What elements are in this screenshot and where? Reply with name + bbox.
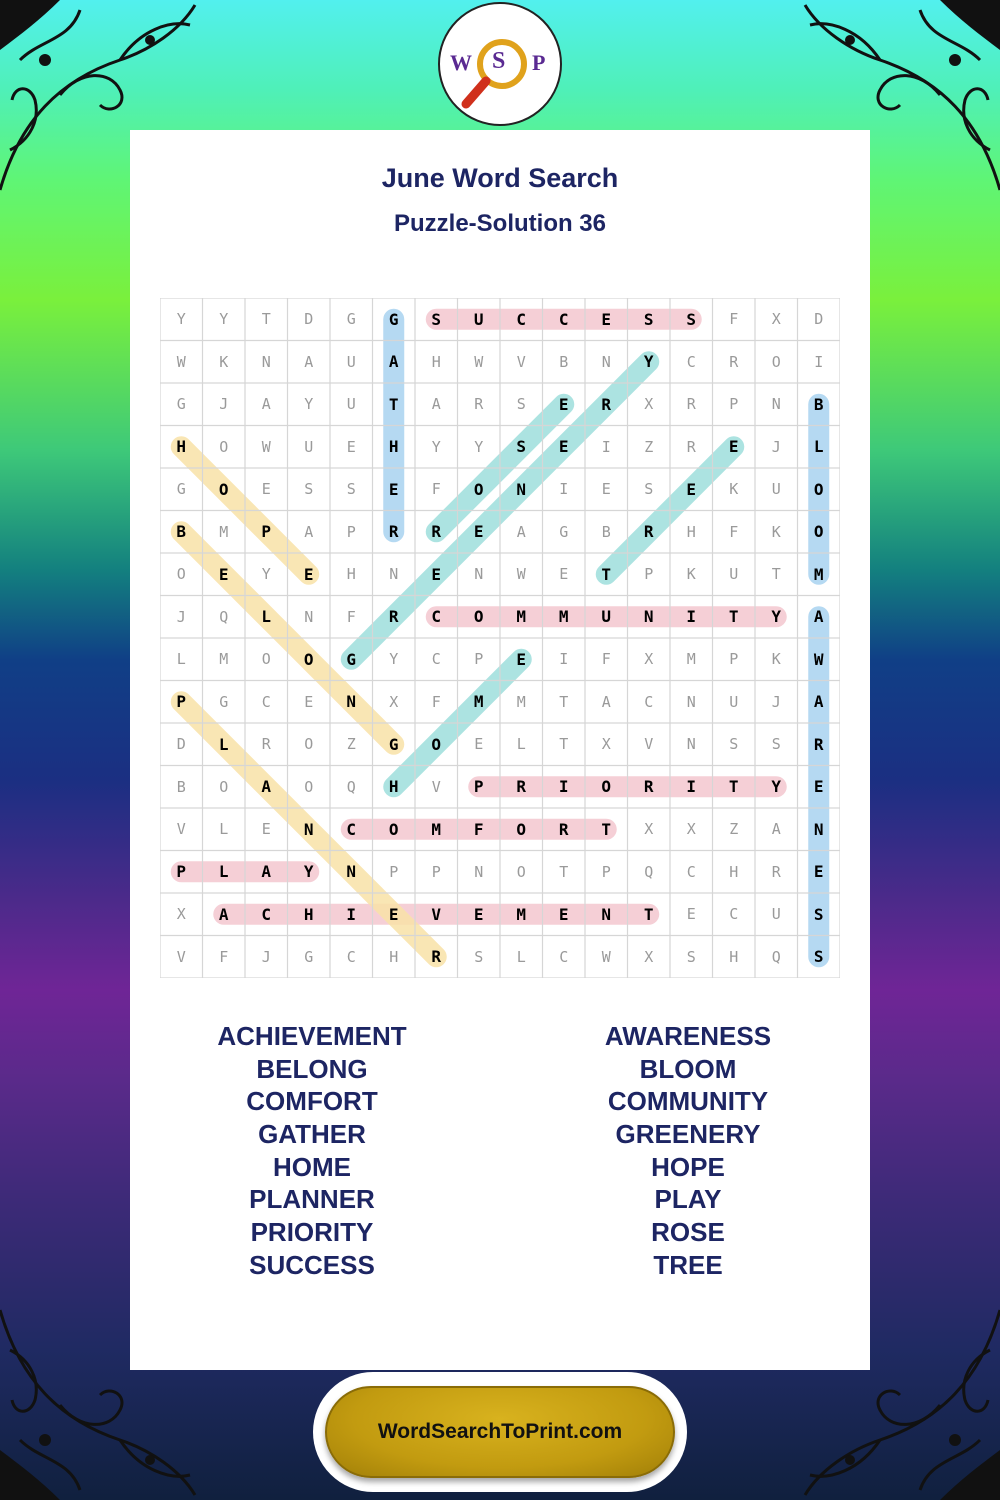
grid-cell[interactable]: E	[686, 905, 696, 924]
grid-cell[interactable]: M	[558, 607, 569, 627]
grid-cell[interactable]: Y	[219, 310, 229, 329]
grid-cell[interactable]: N	[686, 735, 696, 754]
grid-cell[interactable]: P	[389, 862, 399, 881]
grid-cell[interactable]: R	[643, 522, 654, 542]
grid-cell[interactable]: R	[813, 734, 824, 754]
grid-cell[interactable]: O	[218, 479, 229, 499]
grid-cell[interactable]: S	[474, 947, 484, 966]
grid-cell[interactable]: X	[644, 947, 654, 966]
word-list-item: AWARENESS	[604, 1021, 772, 1051]
grid-cell[interactable]: H	[303, 904, 314, 924]
grid-cell[interactable]: N	[346, 862, 357, 882]
grid-cell[interactable]: Y	[303, 862, 314, 882]
grid-cell[interactable]: S	[729, 735, 739, 754]
grid-cell[interactable]: U	[771, 905, 781, 924]
grid-cell[interactable]: G	[559, 522, 569, 541]
wsp-logo[interactable]	[438, 2, 562, 126]
grid-cell[interactable]: E	[559, 565, 569, 584]
grid-cell[interactable]: P	[176, 692, 187, 712]
grid-cell[interactable]: K	[686, 565, 696, 584]
grid-cell[interactable]: T	[728, 607, 739, 627]
grid-cell[interactable]: X	[771, 310, 781, 329]
grid-cell[interactable]: R	[261, 735, 271, 754]
grid-cell[interactable]: E	[303, 564, 314, 584]
grid-cell[interactable]: E	[813, 777, 824, 797]
grid-cell[interactable]: R	[771, 862, 781, 881]
grid-cell[interactable]: E	[558, 437, 569, 457]
word-list-item: COMFORT	[246, 1086, 378, 1117]
word-list-item: PRIORITY	[250, 1217, 374, 1248]
grid-cell[interactable]: K	[771, 522, 781, 541]
grid-cell[interactable]: P	[176, 862, 187, 882]
grid-cell[interactable]: Y	[643, 352, 654, 372]
grid-cell[interactable]: O	[303, 649, 314, 669]
grid-cell[interactable]: T	[559, 692, 569, 711]
grid-cell[interactable]: R	[643, 777, 654, 797]
grid-cell[interactable]: F	[219, 947, 229, 966]
grid-cell[interactable]: G	[388, 734, 399, 754]
grid-cell[interactable]: N	[601, 904, 612, 924]
grid-cell[interactable]: V	[516, 352, 526, 371]
grid-cell[interactable]: R	[474, 395, 484, 414]
grid-cell[interactable]: N	[474, 862, 484, 881]
grid-cell[interactable]: T	[559, 735, 569, 754]
grid-cell[interactable]: T	[728, 777, 739, 797]
grid-cell[interactable]: D	[304, 310, 314, 329]
grid-cell[interactable]: I	[686, 777, 697, 797]
grid-cell[interactable]: A	[813, 607, 824, 627]
grid-cell[interactable]: G	[176, 395, 186, 414]
grid-cell[interactable]: A	[516, 522, 526, 541]
grid-cell[interactable]: M	[431, 819, 442, 839]
grid-cell[interactable]: Z	[729, 820, 739, 839]
grid-cell[interactable]: N	[516, 479, 527, 499]
grid-cell[interactable]: Z	[346, 735, 356, 754]
grid-cell[interactable]: H	[729, 862, 739, 881]
word-list-item: PLANNER	[249, 1184, 375, 1215]
grid-cell[interactable]: F	[346, 607, 356, 626]
grid-cell[interactable]: E	[304, 692, 314, 711]
grid-cell[interactable]: N	[304, 607, 314, 626]
grid-cell[interactable]: C	[431, 607, 442, 627]
grid-cell[interactable]: Y	[474, 437, 484, 456]
grid-cell[interactable]: E	[474, 735, 484, 754]
grid-cell[interactable]: Y	[771, 607, 782, 627]
grid-cell[interactable]: C	[686, 352, 696, 371]
grid-cell[interactable]: V	[431, 904, 442, 924]
grid-cell[interactable]: E	[388, 479, 399, 499]
grid-cell[interactable]: C	[261, 904, 272, 924]
grid-cell[interactable]: X	[644, 820, 654, 839]
grid-cell[interactable]: H	[176, 437, 187, 457]
grid-cell[interactable]: O	[176, 565, 186, 584]
grid-cell[interactable]: B	[176, 522, 187, 542]
grid-cell[interactable]: J	[771, 437, 781, 456]
grid-cell[interactable]: S	[346, 480, 356, 499]
grid-cell[interactable]: J	[219, 395, 229, 414]
page-title: June Word Search	[381, 163, 619, 193]
grid-cell[interactable]: S	[813, 947, 824, 967]
grid-cell[interactable]: C	[644, 692, 654, 711]
grid-cell[interactable]: Y	[389, 650, 399, 669]
grid-cell[interactable]: O	[219, 437, 229, 456]
grid-cell[interactable]: N	[389, 565, 399, 584]
grid-cell[interactable]: X	[389, 692, 399, 711]
grid-cell[interactable]: Q	[644, 862, 654, 881]
grid-cell[interactable]: K	[771, 650, 781, 669]
grid-cell[interactable]: E	[346, 437, 356, 456]
grid-cell[interactable]: D	[176, 735, 186, 754]
page-subtitle: Puzzle-Solution 36	[393, 210, 606, 237]
grid-cell[interactable]: B	[176, 777, 186, 796]
grid-cell[interactable]: G	[304, 947, 314, 966]
grid-cell[interactable]: N	[813, 819, 824, 839]
grid-cell[interactable]: N	[474, 565, 484, 584]
grid-cell[interactable]: B	[813, 394, 824, 414]
grid-cell[interactable]: D	[814, 310, 824, 329]
grid-cell[interactable]: R	[516, 777, 527, 797]
grid-cell[interactable]: O	[601, 777, 612, 797]
grid-cell[interactable]: X	[601, 735, 611, 754]
grid-cell[interactable]: O	[516, 862, 526, 881]
grid-cell[interactable]: I	[346, 904, 357, 924]
word-list-item: HOPE	[651, 1151, 725, 1182]
word-list-right	[538, 1020, 838, 1282]
grid-cell[interactable]: E	[728, 437, 739, 457]
grid-cell[interactable]: E	[601, 309, 612, 329]
grid-cell[interactable]: F	[431, 480, 441, 499]
grid-cell[interactable]: E	[218, 564, 229, 584]
grid-cell[interactable]: P	[473, 777, 484, 797]
grid-cell[interactable]: A	[388, 352, 399, 372]
grid-cell[interactable]: F	[729, 522, 739, 541]
grid-cell[interactable]: P	[474, 650, 484, 669]
grid-cell[interactable]: S	[686, 309, 697, 329]
grid-cell[interactable]: A	[218, 904, 229, 924]
grid-cell[interactable]: L	[218, 734, 229, 754]
grid-cell[interactable]: M	[219, 650, 229, 669]
grid-cell[interactable]: U	[346, 395, 356, 414]
word-list-item: ROSE	[651, 1217, 725, 1248]
grid-cell[interactable]: R	[431, 522, 442, 542]
grid-cell[interactable]: P	[431, 862, 441, 881]
grid-cell[interactable]: S	[771, 735, 781, 754]
grid-cell[interactable]: E	[431, 564, 442, 584]
grid-cell[interactable]: M	[686, 650, 696, 669]
grid-cell[interactable]: S	[643, 309, 654, 329]
grid-cell[interactable]: A	[813, 692, 824, 712]
grid-cell[interactable]: E	[473, 522, 484, 542]
grid-cell[interactable]: M	[516, 692, 526, 711]
grid-cell[interactable]: K	[729, 480, 739, 499]
grid-cell[interactable]: K	[219, 352, 229, 371]
grid-cell[interactable]: E	[601, 480, 611, 499]
grid-cell[interactable]: U	[473, 309, 484, 329]
grid-cell[interactable]: V	[644, 735, 654, 754]
grid-cell[interactable]: R	[431, 947, 442, 967]
grid-cell[interactable]: C	[516, 309, 527, 329]
grid-cell[interactable]: L	[261, 607, 272, 627]
grid-cell[interactable]: S	[516, 395, 526, 414]
grid-cell[interactable]: S	[304, 480, 314, 499]
grid-cell[interactable]: E	[261, 480, 271, 499]
grid-cell[interactable]: M	[813, 564, 824, 584]
grid-cell[interactable]: Q	[771, 947, 781, 966]
grid-cell[interactable]: O	[304, 777, 314, 796]
grid-cell[interactable]: U	[729, 565, 739, 584]
grid-cell[interactable]: C	[559, 947, 569, 966]
grid-cell[interactable]: O	[261, 650, 271, 669]
grid-cell[interactable]: G	[346, 310, 356, 329]
grid-cell[interactable]: U	[304, 437, 314, 456]
grid-cell[interactable]: Y	[176, 310, 186, 329]
grid-cell[interactable]: A	[304, 522, 314, 541]
grid-cell[interactable]: R	[601, 394, 612, 414]
grid-cell[interactable]: L	[813, 437, 824, 457]
grid-cell[interactable]: L	[219, 820, 229, 839]
grid-cell[interactable]: S	[813, 904, 824, 924]
letter-grid[interactable]	[160, 298, 840, 978]
grid-cell[interactable]: J	[261, 947, 271, 966]
word-list-left	[162, 1020, 462, 1282]
grid-cell[interactable]: S	[686, 947, 696, 966]
grid-cell[interactable]: L	[516, 947, 526, 966]
grid-cell[interactable]: H	[729, 947, 739, 966]
grid-cell[interactable]: R	[388, 522, 399, 542]
grid-cell[interactable]: L	[176, 650, 186, 669]
grid-cell[interactable]: H	[686, 522, 696, 541]
grid-cell[interactable]: J	[771, 692, 781, 711]
grid-cell[interactable]: T	[388, 394, 399, 414]
grid-cell[interactable]: W	[261, 437, 271, 456]
grid-cell[interactable]: H	[388, 437, 399, 457]
grid-cell[interactable]: E	[516, 649, 527, 669]
word-list-item: ACHIEVEMENT	[217, 1021, 407, 1051]
grid-cell[interactable]: O	[473, 479, 484, 499]
grid-cell[interactable]: A	[261, 395, 271, 414]
grid-cell[interactable]: S	[516, 437, 527, 457]
grid-cell[interactable]: N	[346, 692, 357, 712]
grid-cell[interactable]: U	[346, 352, 356, 371]
grid-cell[interactable]: U	[729, 692, 739, 711]
grid-cell[interactable]: R	[686, 437, 696, 456]
grid-cell[interactable]: O	[219, 777, 229, 796]
grid-cell[interactable]: Y	[304, 395, 314, 414]
grid-cell[interactable]: I	[559, 650, 569, 669]
grid-cell[interactable]: T	[601, 564, 612, 584]
grid-cell[interactable]: M	[516, 607, 527, 627]
grid-cell[interactable]: C	[346, 947, 356, 966]
grid-cell[interactable]: Z	[644, 437, 654, 456]
grid-cell[interactable]: S	[431, 309, 442, 329]
grid-cell[interactable]: P	[346, 522, 356, 541]
grid-cell[interactable]: I	[559, 480, 569, 499]
website-link-button[interactable]	[325, 1386, 675, 1478]
grid-cell[interactable]: B	[559, 352, 569, 371]
word-list-item: PLAY	[654, 1184, 722, 1215]
grid-cell[interactable]: A	[601, 692, 611, 711]
grid-cell[interactable]: E	[558, 904, 569, 924]
grid-cell[interactable]: A	[261, 777, 272, 797]
grid-cell[interactable]: M	[473, 692, 484, 712]
grid-cell[interactable]: H	[431, 352, 441, 371]
grid-cell[interactable]: E	[261, 820, 271, 839]
grid-cell[interactable]: P	[601, 862, 611, 881]
word-list-item: TREE	[653, 1249, 723, 1280]
grid-cell[interactable]: I	[686, 607, 697, 627]
grid-cell[interactable]: N	[686, 692, 696, 711]
grid-cell[interactable]: X	[686, 820, 696, 839]
grid-cell[interactable]: Q	[346, 777, 356, 796]
grid-cell[interactable]: I	[601, 437, 611, 456]
grid-cell[interactable]: E	[558, 394, 569, 414]
grid-cell[interactable]: C	[558, 309, 569, 329]
grid-cell[interactable]: X	[176, 905, 186, 924]
grid-cell[interactable]: R	[558, 819, 569, 839]
grid-cell[interactable]: Q	[219, 607, 229, 626]
grid-cell[interactable]: N	[643, 607, 654, 627]
grid-cell[interactable]: O	[473, 607, 484, 627]
logo-letter-s: S	[492, 48, 506, 74]
grid-cell[interactable]: A	[771, 820, 781, 839]
grid-cell[interactable]: E	[813, 862, 824, 882]
grid-cell[interactable]: A	[431, 395, 441, 414]
grid-cell[interactable]: C	[261, 692, 271, 711]
grid-cell[interactable]: O	[304, 735, 314, 754]
word-list-item: HOME	[273, 1151, 351, 1182]
grid-cell[interactable]: C	[729, 905, 739, 924]
grid-cell[interactable]: Y	[261, 565, 271, 584]
grid-cell[interactable]: F	[473, 819, 484, 839]
grid-cell[interactable]: E	[686, 479, 697, 499]
grid-cell[interactable]: Y	[771, 777, 782, 797]
grid-cell[interactable]: W	[813, 649, 824, 669]
grid-cell[interactable]: T	[643, 904, 654, 924]
grid-cell[interactable]: O	[813, 479, 824, 499]
grid-cell[interactable]: H	[389, 947, 399, 966]
word-list-item: COMMUNITY	[607, 1086, 769, 1117]
grid-cell[interactable]: A	[304, 352, 314, 371]
grid-cell[interactable]: O	[388, 819, 399, 839]
grid-cell[interactable]: O	[771, 352, 781, 371]
logo-letter-w: W	[450, 50, 472, 75]
grid-cell[interactable]: X	[644, 395, 654, 414]
grid-cell[interactable]: P	[729, 650, 739, 669]
grid-cell[interactable]: J	[176, 607, 186, 626]
grid-cell[interactable]: V	[176, 947, 186, 966]
footer-badge	[313, 1372, 687, 1492]
word-list-item: GATHER	[258, 1119, 366, 1150]
grid-cell[interactable]: U	[601, 607, 612, 627]
grid-cell[interactable]: E	[388, 904, 399, 924]
grid-cell[interactable]: O	[516, 819, 527, 839]
grid-cell[interactable]: E	[473, 904, 484, 924]
grid-cell[interactable]: M	[219, 522, 229, 541]
grid-cell[interactable]: P	[261, 522, 272, 542]
grid-cell[interactable]: N	[601, 352, 611, 371]
grid-cell[interactable]: T	[559, 862, 569, 881]
grid-cell[interactable]: U	[771, 480, 781, 499]
grid-cell[interactable]: X	[644, 650, 654, 669]
grid-cell[interactable]: M	[516, 904, 527, 924]
grid-cell[interactable]: V	[431, 777, 441, 796]
grid-cell[interactable]: W	[601, 947, 611, 966]
grid-cell[interactable]: N	[261, 352, 271, 371]
grid-cell[interactable]: I	[558, 777, 569, 797]
grid-cell[interactable]: N	[303, 819, 314, 839]
grid-cell[interactable]: G	[346, 649, 357, 669]
grid-cell[interactable]: I	[814, 352, 824, 371]
grid-cell[interactable]: H	[346, 565, 356, 584]
grid-cell[interactable]: R	[686, 395, 696, 414]
grid-cell[interactable]: G	[176, 480, 186, 499]
grid-cell[interactable]: W	[516, 565, 526, 584]
grid-cell[interactable]: H	[388, 777, 399, 797]
grid-cell[interactable]: F	[601, 650, 611, 669]
grid-cell[interactable]: O	[813, 522, 824, 542]
word-list-item: BLOOM	[639, 1053, 737, 1084]
word-list-item: SUCCESS	[249, 1249, 375, 1280]
grid-cell[interactable]: G	[219, 692, 229, 711]
website-link-label: WordSearchToPrint.com	[377, 1420, 623, 1443]
grid-cell[interactable]: T	[601, 819, 612, 839]
grid-cell[interactable]: P	[729, 395, 739, 414]
grid-cell[interactable]: L	[516, 735, 526, 754]
grid-cell[interactable]: T	[771, 565, 781, 584]
grid-cell[interactable]: T	[261, 310, 271, 329]
word-list-item: GREENERY	[615, 1119, 761, 1150]
grid-cell[interactable]: S	[644, 480, 654, 499]
grid-cell[interactable]: R	[729, 352, 739, 371]
grid-cell[interactable]: L	[218, 862, 229, 882]
grid-cell[interactable]: N	[771, 395, 781, 414]
logo-letter-p: P	[532, 50, 546, 75]
grid-cell[interactable]: B	[601, 522, 611, 541]
grid-cell[interactable]: C	[346, 819, 357, 839]
grid-cell[interactable]: C	[686, 862, 696, 881]
grid-cell[interactable]: G	[388, 309, 399, 329]
word-list-item: BELONG	[256, 1053, 368, 1084]
grid-cell[interactable]: W	[176, 352, 186, 371]
grid-cell[interactable]: R	[388, 607, 399, 627]
grid-cell[interactable]: P	[644, 565, 654, 584]
grid-cell[interactable]: C	[431, 650, 441, 669]
grid-cell[interactable]: A	[261, 862, 272, 882]
grid-cell[interactable]: W	[474, 352, 484, 371]
grid-cell[interactable]: F	[729, 310, 739, 329]
grid-cell[interactable]: O	[431, 734, 442, 754]
grid-cell[interactable]: F	[431, 692, 441, 711]
grid-cell[interactable]: V	[176, 820, 186, 839]
grid-cell[interactable]: Y	[431, 437, 441, 456]
